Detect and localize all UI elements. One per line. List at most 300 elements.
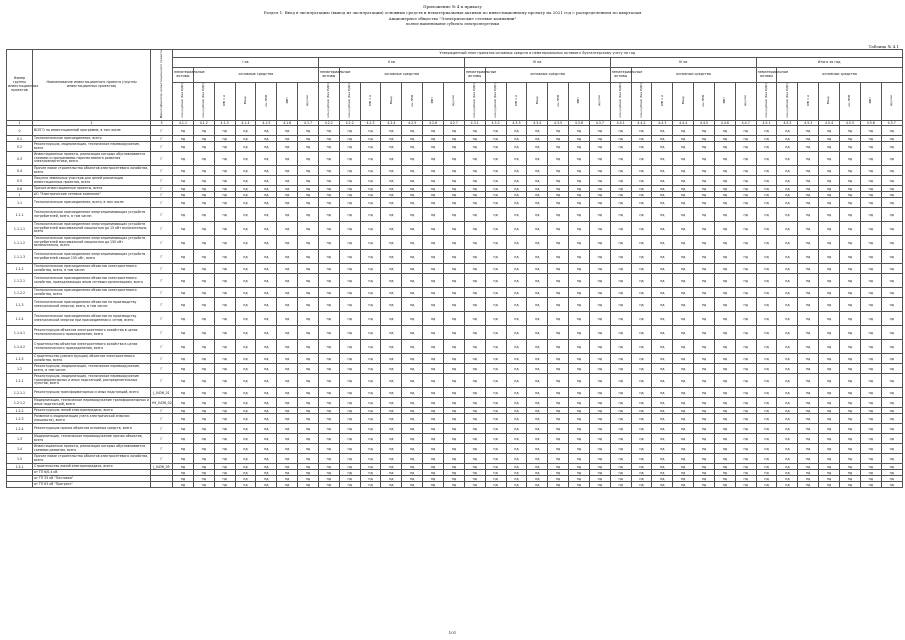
row-value: нд [464, 288, 485, 298]
row-value: нд [402, 434, 423, 444]
row-value: нд [756, 166, 777, 176]
row-value: нд [402, 274, 423, 288]
row-value: нд [193, 398, 214, 408]
header-unit-label: млн рублей (без НДС) [472, 83, 477, 118]
row-value: нд [840, 186, 861, 192]
row-value: нд [569, 298, 590, 312]
row-value: нд [214, 374, 235, 388]
row-value: нд [694, 298, 715, 312]
row-value: нд [339, 354, 360, 364]
row-value: нд [777, 236, 798, 250]
row-value: нд [256, 274, 277, 288]
row-value: нд [569, 176, 590, 186]
row-value: нд [318, 142, 339, 152]
row-value: нд [339, 192, 360, 198]
header-unit [714, 82, 735, 120]
row-value: нд [464, 166, 485, 176]
row-value: нд [381, 274, 402, 288]
row-value: нд [402, 288, 423, 298]
row-value: нд [443, 424, 464, 434]
row-value: нд [735, 414, 756, 424]
row-value: нд [548, 354, 569, 364]
row-value: нд [777, 142, 798, 152]
row-value: нд [673, 192, 694, 198]
row-project-name: Технологическое присоединение энергопринимающих устройств потребителей, всего, в том числе: [33, 208, 151, 222]
row-value: нд [277, 298, 298, 312]
row-value: нд [569, 398, 590, 408]
row-value: нд [256, 414, 277, 424]
row-value: нд [173, 364, 194, 374]
row-value: нд [318, 464, 339, 470]
row-value: нд [694, 222, 715, 236]
row-value: нд [589, 142, 610, 152]
row-value: нд [402, 198, 423, 208]
row-value: нд [652, 288, 673, 298]
row-value: нд [881, 136, 902, 142]
row-value: нд [548, 198, 569, 208]
row-value: нд [318, 326, 339, 340]
table-row [7, 354, 903, 364]
row-value: нд [464, 250, 485, 264]
row-value: нд [277, 136, 298, 142]
row-value: нд [485, 222, 506, 236]
row-value: нд [173, 414, 194, 424]
company-name: Акционерное общество "Электрические сетевые компании" [388, 16, 517, 21]
row-value: нд [777, 408, 798, 414]
header-unit-label: другое [451, 94, 456, 106]
row-value: нд [548, 186, 569, 192]
table-row [7, 142, 903, 152]
header-unit-label: Мвар [680, 96, 685, 105]
row-value: нд [673, 136, 694, 142]
row-value: нд [443, 444, 464, 454]
row-value: нд [860, 364, 881, 374]
row-value: нд [423, 152, 444, 166]
row-value: нд [506, 454, 527, 464]
row-value: нд [610, 482, 631, 488]
row-value: нд [443, 398, 464, 408]
column-number: 4.1.7 [298, 121, 319, 126]
row-value: нд [673, 152, 694, 166]
row-value: нд [360, 264, 381, 274]
row-value: нд [318, 408, 339, 414]
table-row [7, 374, 903, 388]
row-value: нд [735, 444, 756, 454]
row-value: нд [193, 152, 214, 166]
row-value: нд [464, 152, 485, 166]
row-value: нд [381, 354, 402, 364]
row-value: нд [714, 176, 735, 186]
row-project-id: Г [151, 444, 173, 454]
row-value: нд [673, 364, 694, 374]
row-value: нд [277, 424, 298, 434]
row-value: нд [318, 414, 339, 424]
row-value: нд [652, 176, 673, 186]
row-project-id: Г [151, 434, 173, 444]
header-unit-label: МВ×А [513, 95, 518, 106]
row-value: нд [256, 166, 277, 176]
row-project-id: Г [151, 192, 173, 198]
row-value: нд [173, 340, 194, 354]
row-project-name: Технологическое присоединение энергопринимающих устройств потребителей свыше 150 кВт, всего [33, 250, 151, 264]
row-project-id: Г [151, 126, 173, 136]
row-value: нд [714, 374, 735, 388]
row-value: нд [548, 142, 569, 152]
row-value: нд [860, 414, 881, 424]
row-value: нд [569, 126, 590, 136]
row-value: нд [235, 482, 256, 488]
row-value: нд [840, 142, 861, 152]
row-value: нд [840, 208, 861, 222]
row-value: нд [443, 354, 464, 364]
row-value: нд [819, 476, 840, 482]
row-project-id: Г [151, 198, 173, 208]
row-value: нд [360, 198, 381, 208]
doc-appendix-note: Приложение № 4 к приказу [423, 4, 482, 9]
row-value: нд [464, 398, 485, 408]
row-value: нд [714, 454, 735, 464]
row-project-name: Строительство линий электропередачи, всего [33, 464, 151, 470]
row-value: нд [235, 408, 256, 414]
row-value: нд [443, 264, 464, 274]
row-value: нд [443, 250, 464, 264]
row-value: нд [256, 312, 277, 326]
row-project-name: Покупка земельных участков для целей реализации инвестиционных проектов, всего [33, 176, 151, 186]
row-value: нд [798, 312, 819, 326]
column-number: 4.4.1 [610, 121, 631, 126]
row-value: нд [548, 476, 569, 482]
row-value: нд [423, 222, 444, 236]
row-value: нд [631, 444, 652, 454]
column-number: 4.4.5 [694, 121, 715, 126]
row-value: нд [318, 340, 339, 354]
row-value: нд [298, 424, 319, 434]
row-value: нд [840, 264, 861, 274]
row-value: нд [589, 464, 610, 470]
table-row [7, 176, 903, 186]
row-value: нд [402, 340, 423, 354]
row-value: нд [318, 198, 339, 208]
row-value: нд [860, 354, 881, 364]
row-value: нд [673, 374, 694, 388]
row-value: нд [735, 166, 756, 176]
row-value: нд [173, 454, 194, 464]
row-value: нд [277, 222, 298, 236]
row-value: нд [756, 152, 777, 166]
row-value: нд [798, 198, 819, 208]
row-value: нд [881, 186, 902, 192]
row-value: нд [860, 274, 881, 288]
row-project-name: Технологическое присоединение объектов по производству электрической энергии, всего, в том числе: [33, 298, 151, 312]
row-value: нд [193, 136, 214, 142]
row-value: нд [840, 126, 861, 136]
row-project-id: Г [151, 176, 173, 186]
row-value: нд [840, 166, 861, 176]
header-intangible-assets: нематериальные активы [318, 68, 339, 82]
row-value: нд [214, 176, 235, 186]
row-value: нд [277, 374, 298, 388]
row-value: нд [840, 312, 861, 326]
table-row [7, 414, 903, 424]
row-value: нд [298, 364, 319, 374]
row-number: 1.2.1.1 [7, 388, 33, 398]
row-value: нд [610, 326, 631, 340]
row-value: нд [402, 364, 423, 374]
row-value: нд [589, 236, 610, 250]
row-value: нд [798, 424, 819, 434]
row-value: нд [735, 198, 756, 208]
row-value: нд [652, 152, 673, 166]
row-value: нд [569, 186, 590, 192]
row-value: нд [464, 208, 485, 222]
row-value: нд [777, 364, 798, 374]
row-value: нд [548, 176, 569, 186]
row-value: нд [381, 250, 402, 264]
row-value: нд [694, 192, 715, 198]
row-value: нд [173, 408, 194, 414]
row-value: нд [610, 388, 631, 398]
row-value: нд [381, 236, 402, 250]
row-value: нд [443, 312, 464, 326]
row-value: нд [714, 470, 735, 476]
row-value: нд [214, 388, 235, 398]
row-value: нд [506, 388, 527, 398]
row-value: нд [402, 482, 423, 488]
row-value: нд [652, 198, 673, 208]
row-value: нд [527, 222, 548, 236]
row-value: нд [652, 166, 673, 176]
row-value: нд [714, 198, 735, 208]
table-row [7, 274, 903, 288]
row-value: нд [589, 434, 610, 444]
header-unit [569, 82, 590, 120]
row-value: нд [777, 354, 798, 364]
row-value: нд [631, 208, 652, 222]
row-value: нд [673, 142, 694, 152]
row-value: нд [548, 288, 569, 298]
row-number: 0.4 [7, 166, 33, 176]
row-value: нд [840, 326, 861, 340]
table-row [7, 312, 903, 326]
row-value: нд [214, 274, 235, 288]
row-value: нд [881, 208, 902, 222]
row-value: нд [777, 444, 798, 454]
row-value: нд [318, 126, 339, 136]
row-value: нд [318, 186, 339, 192]
header-unit [798, 82, 819, 120]
row-value: нд [527, 250, 548, 264]
row-value: нд [548, 398, 569, 408]
row-value: нд [193, 464, 214, 470]
row-value: нд [777, 464, 798, 470]
row-value: нд [589, 250, 610, 264]
row-value: нд [277, 482, 298, 488]
row-value: нд [360, 444, 381, 454]
row-value: нд [298, 288, 319, 298]
row-value: нд [256, 424, 277, 434]
header-unit-label: млн рублей (без НДС) [784, 83, 789, 118]
row-value: нд [485, 142, 506, 152]
row-value: нд [860, 126, 881, 136]
row-value: нд [423, 142, 444, 152]
row-value: нд [298, 136, 319, 142]
row-value: нд [673, 388, 694, 398]
row-value: нд [339, 340, 360, 354]
row-value: нд [819, 444, 840, 454]
row-value: нд [381, 186, 402, 192]
row-value: нд [548, 464, 569, 470]
row-value: нд [506, 354, 527, 364]
row-value: нд [694, 264, 715, 274]
row-value: нд [423, 274, 444, 288]
row-value: нд [569, 374, 590, 388]
row-value: нд [714, 464, 735, 470]
row-value: нд [173, 388, 194, 398]
row-value: нд [819, 288, 840, 298]
row-value: нд [527, 398, 548, 408]
row-value: нд [548, 414, 569, 424]
header-unit-label: МВт [722, 97, 727, 104]
row-value: нд [464, 298, 485, 312]
row-value: нд [360, 464, 381, 470]
row-value: нд [464, 264, 485, 274]
row-value: нд [652, 298, 673, 312]
row-value: нд [256, 288, 277, 298]
row-value: нд [193, 424, 214, 434]
row-value: нд [673, 408, 694, 414]
row-value: нд [298, 264, 319, 274]
column-number: 4.2.3 [360, 121, 381, 126]
row-value: нд [735, 470, 756, 476]
row-number: 1.1.1.3 [7, 250, 33, 264]
header-intangible-assets: нематериальные активы [610, 68, 631, 82]
row-value: нд [673, 186, 694, 192]
row-value: нд [756, 222, 777, 236]
row-value: нд [860, 192, 881, 198]
row-value: нд [298, 454, 319, 464]
row-value: нд [798, 176, 819, 186]
row-value: нд [548, 340, 569, 354]
row-value: нд [381, 152, 402, 166]
row-value: нд [360, 398, 381, 408]
row-value: нд [756, 198, 777, 208]
header-unit-label: км ЛЭП [409, 94, 414, 107]
row-value: нд [485, 470, 506, 476]
table-row [7, 166, 903, 176]
row-value: нд [631, 298, 652, 312]
row-value: нд [798, 222, 819, 236]
row-value: нд [402, 186, 423, 192]
row-value: нд [881, 192, 902, 198]
row-value: нд [423, 326, 444, 340]
row-value: нд [652, 444, 673, 454]
row-number: 1.1 [7, 198, 33, 208]
row-value: нд [173, 126, 194, 136]
row-value: нд [735, 208, 756, 222]
row-value: нд [443, 414, 464, 424]
row-value: нд [423, 476, 444, 482]
row-value: нд [214, 264, 235, 274]
row-value: нд [631, 424, 652, 434]
row-value: нд [652, 388, 673, 398]
row-value: нд [673, 176, 694, 186]
row-value: нд [610, 464, 631, 470]
header-fixed-assets: основные средства [631, 68, 756, 82]
row-value: нд [652, 186, 673, 192]
row-value: нд [777, 250, 798, 264]
row-value: нд [277, 434, 298, 444]
row-value: нд [610, 354, 631, 364]
row-value: нд [860, 236, 881, 250]
row-value: нд [569, 222, 590, 236]
row-value: нд [235, 208, 256, 222]
row-value: нд [173, 288, 194, 298]
row-value: нд [652, 126, 673, 136]
row-value: нд [256, 298, 277, 312]
row-value: нд [735, 374, 756, 388]
row-value: нд [777, 424, 798, 434]
row-value: нд [777, 374, 798, 388]
row-value: нд [423, 364, 444, 374]
header-unit [339, 82, 360, 120]
row-value: нд [298, 354, 319, 364]
header-unit [548, 82, 569, 120]
row-value: нд [423, 454, 444, 464]
row-value: нд [881, 264, 902, 274]
header-unit-label: Мвар [534, 96, 539, 105]
row-value: нд [173, 464, 194, 470]
row-value: нд [256, 482, 277, 488]
row-value: нд [694, 142, 715, 152]
row-value: нд [777, 126, 798, 136]
row-value: нд [819, 176, 840, 186]
row-value: нд [589, 198, 610, 208]
row-value: нд [756, 354, 777, 364]
row-value: нд [214, 364, 235, 374]
row-value: нд [881, 236, 902, 250]
row-value: нд [214, 142, 235, 152]
row-value: нд [694, 198, 715, 208]
row-value: нд [464, 126, 485, 136]
row-value: нд [881, 176, 902, 186]
row-value: нд [193, 434, 214, 444]
table-row [7, 424, 903, 434]
row-value: нд [485, 374, 506, 388]
row-value: нд [381, 424, 402, 434]
row-value: нд [840, 464, 861, 470]
row-value: нд [339, 298, 360, 312]
row-value: нд [235, 198, 256, 208]
row-value: нд [423, 354, 444, 364]
row-value: нд [298, 176, 319, 186]
row-value: нд [193, 326, 214, 340]
row-project-id: Г [151, 326, 173, 340]
row-value: нд [881, 126, 902, 136]
header-unit-label: км ЛЭП [263, 94, 268, 107]
row-value: нд [360, 288, 381, 298]
row-value: нд [381, 388, 402, 398]
row-value: нд [735, 298, 756, 312]
row-value: нд [631, 408, 652, 414]
row-number: 0.1 [7, 136, 33, 142]
row-value: нд [443, 274, 464, 288]
row-value: нд [631, 198, 652, 208]
row-value: нд [464, 424, 485, 434]
row-value: нд [881, 414, 902, 424]
row-value: нд [443, 186, 464, 192]
row-value: нд [610, 434, 631, 444]
row-value: нд [652, 222, 673, 236]
